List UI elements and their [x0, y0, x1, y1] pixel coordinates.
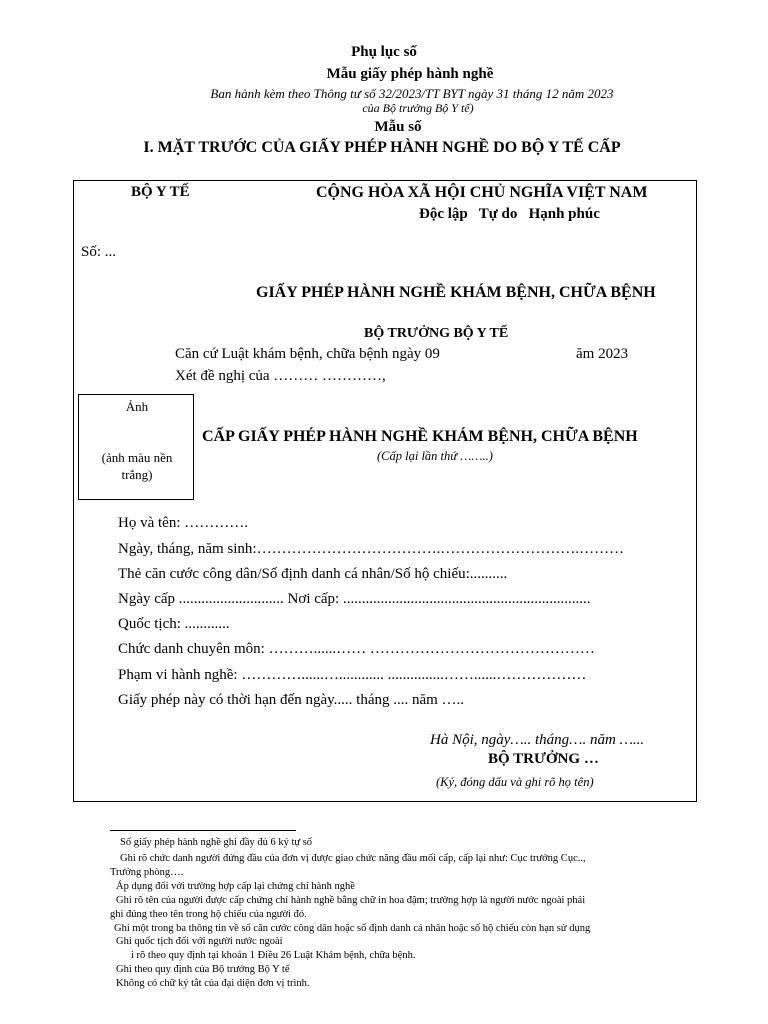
footnote-2-cont: Trưởng phòng….: [110, 867, 184, 878]
footnote-divider: [110, 830, 296, 831]
photo-placeholder: [78, 394, 194, 500]
legal-basis: Căn cứ Luật khám bệnh, chữa bệnh ngày 09: [175, 346, 440, 362]
footnote-4: Ghi rõ tên của người được cấp chứng chỉ hành nghề bằng chữ in hoa đậm; trường hợp là người nước ngoài phải: [116, 895, 586, 906]
sign-note: (Ký, đóng dấu và ghi rõ họ tên): [436, 775, 594, 789]
photo-note-2: trắng): [121, 467, 153, 482]
republic-label: CỘNG HÒA XÃ HỘI CHỦ NGHĨA VIỆT NAM: [316, 184, 648, 201]
place-date: Hà Nội, ngày….. tháng…. năm …...: [430, 732, 645, 748]
footnote-3: Áp dụng đối với trường hợp cấp lại chứng chỉ hành nghề: [116, 881, 355, 892]
footnote-4-cont: ghi đúng theo tên trong hộ chiếu của người đó.: [110, 909, 307, 920]
field-validity: Giấy phép này có thời hạn đến ngày..... tháng .... năm …..: [118, 692, 465, 708]
license-title: GIẤY PHÉP HÀNH NGHỀ KHÁM BỆNH, CHỮA BỆNH: [256, 284, 656, 301]
proposal-line: Xét đề nghị của ……… …………,: [175, 368, 386, 384]
field-date-of-birth: Ngày, tháng, năm sinh:……………………………….……………………….………: [118, 541, 625, 557]
field-practice-scope: Phạm vi hành nghề: …………......…............ ...............……......………………: [118, 667, 587, 683]
footnote-2: Ghi rõ chức danh người đứng đầu của đơn vị được giao chức năng đầu mối cấp, cấp lại như: Cục trưởng Cục..,: [120, 853, 586, 864]
field-professional-title: Chức danh chuyên môn: ………......…… ………………………………………: [118, 641, 595, 657]
minister-heading: BỘ TRƯỞNG BỘ Y TẾ: [364, 326, 509, 341]
issued-line-2: của Bộ trưởng Bộ Y tế): [362, 101, 474, 115]
reissue-note: (Cấp lại lần thứ ……..): [377, 449, 493, 463]
appendix-label: Phụ lục số: [351, 44, 417, 60]
footnote-6: Ghi quốc tịch đối với người nước ngoài: [116, 936, 283, 947]
section-heading: I. MẶT TRƯỚC CỦA GIẤY PHÉP HÀNH NGHỀ DO BỘ Y TẾ CẤP: [143, 139, 621, 156]
footnote-7: i rõ theo quy định tại khoản 1 Điều 26 Luật Khám bệnh, chữa bệnh.: [131, 950, 416, 961]
field-nationality: Quốc tịch: ............: [118, 616, 230, 632]
footnote-1: Số giấy phép hành nghề ghi đầy đủ 6 ký tự số: [120, 837, 313, 848]
footnote-9: Không có chữ ký tắt của đại diện đơn vị trình.: [116, 978, 310, 989]
issued-line-1: Ban hành kèm theo Thông tư số 32/2023/TT BYT ngày 31 tháng 12 năm 2023: [210, 86, 614, 101]
grant-heading: CẤP GIẤY PHÉP HÀNH NGHỀ KHÁM BỆNH, CHỮA BỆNH: [202, 428, 638, 445]
legal-basis-year: ăm 2023: [576, 346, 629, 362]
field-id-number: Thẻ căn cước công dân/Số định danh cá nhân/Số hộ chiếu:..........: [118, 566, 508, 582]
footnote-8: Ghi theo quy định của Bộ trưởng Bộ Y tế: [116, 964, 290, 975]
motto-label: Độc lập Tự do Hạnh phúc: [419, 206, 600, 222]
license-number: Số: ...: [81, 244, 117, 260]
signer-title: BỘ TRƯỞNG …: [488, 751, 599, 767]
field-full-name: Họ và tên: ………….: [118, 515, 248, 531]
field-issue-info: Ngày cấp ............................ Nơi cấp: ..................................................................: [118, 591, 591, 607]
ministry-label: BỘ Y TẾ: [131, 184, 190, 200]
photo-note-1: (ảnh màu nền: [101, 450, 173, 465]
photo-label: Ảnh: [125, 399, 149, 414]
form-title: Mẫu giấy phép hành nghề: [326, 66, 494, 82]
footnote-5: Ghi một trong ba thông tin về số căn cước công dân hoặc số định danh cá nhân hoặc số hộ chiếu còn hạn sử dụng: [114, 923, 591, 934]
sample-label: Mẫu số: [374, 119, 422, 135]
